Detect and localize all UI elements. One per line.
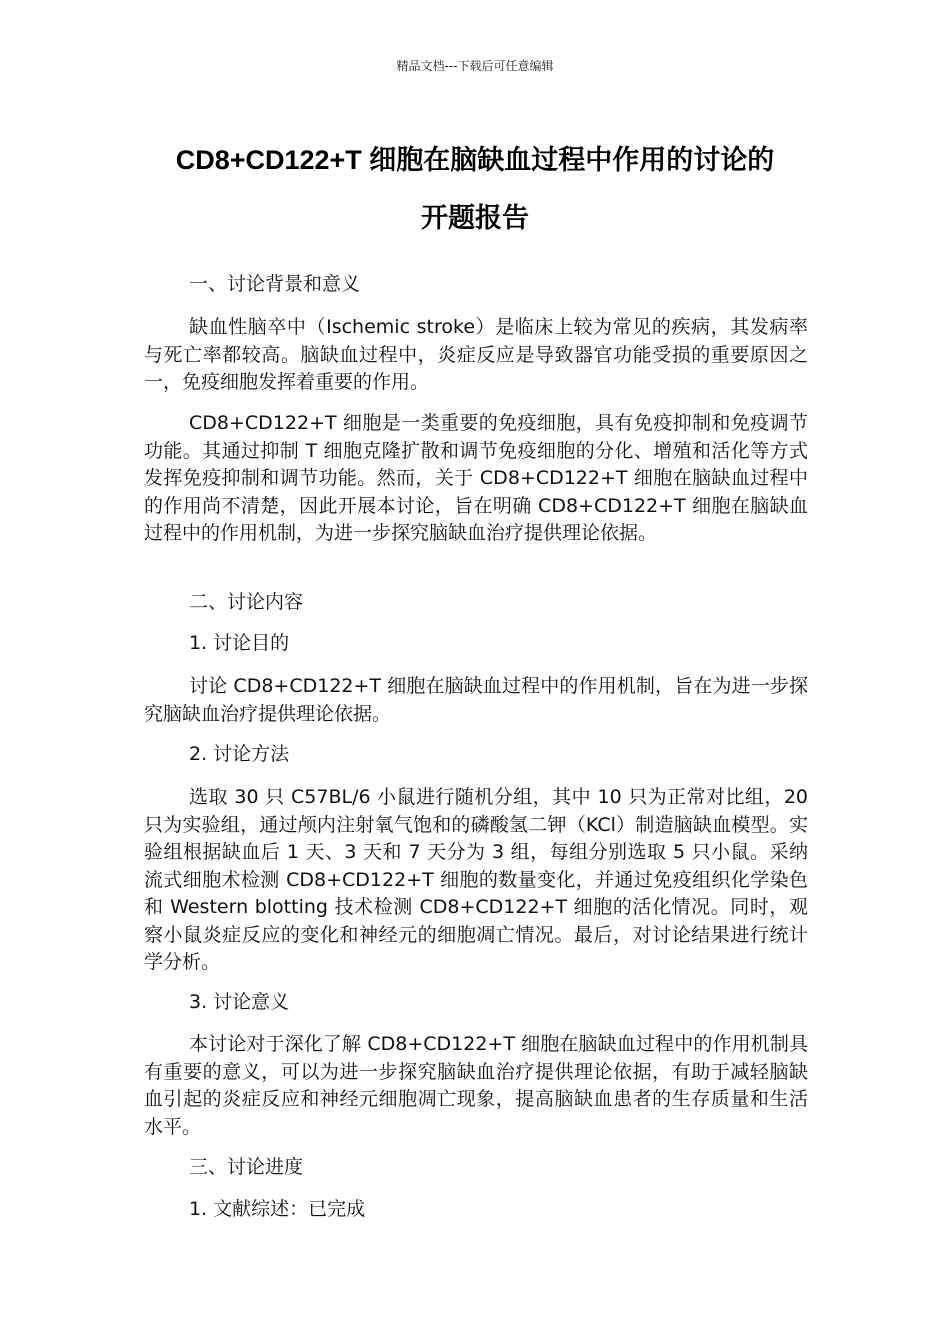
document-title-line-2: 开题报告 xyxy=(421,203,529,233)
section-1-heading: 一、讨论背景和意义 xyxy=(189,273,361,295)
section-2-2-paragraph: 选取 30 只 C57BL/6 小鼠进行随机分组，其中 10 只为正常对比组，20 只为实验组，通过颅内注射氧气饱和的磷酸氢二钾（KCl）制造脑缺血模型。实验组根据缺血后 1 天、3 天和 7 天分为 3 组，每组分别选取 5 只小鼠。采纳流式细胞术检测 CD8+CD122+T 细胞的数量变化，并通过免疫组织化学染色和 Western blotting 技术检测 CD8+CD122+T 细胞的活化情况。同时，观察小鼠炎症反应的变化和神经元的细胞凋亡情况。最后，对讨论结果进行统计学分析。 xyxy=(144,786,808,973)
section-2-3-paragraph: 本讨论对于深化了解 CD8+CD122+T 细胞在脑缺血过程中的作用机制具有重要的意义，可以为进一步探究脑缺血治疗提供理论依据，有助于减轻脑缺血引起的炎症反应和神经元细胞凋亡现象，提高脑缺血患者的生存质量和生活水平。 xyxy=(144,1033,808,1138)
section-3-item-1: 1. 文献综述：已完成 xyxy=(189,1198,366,1220)
section-1-paragraph-2: CD8+CD122+T 细胞是一类重要的免疫细胞，具有免疫抑制和免疫调节功能。其通过抑制 T 细胞克隆扩散和调节免疫细胞的分化、增殖和活化等方式发挥免疫抑制和调节功能。然而，关于 CD8+CD122+T 细胞在脑缺血过程中的作用尚不清楚，因此开展本讨论，旨在明确 CD8+CD122+T 细胞在脑缺血过程中的作用机制，为进一步探究脑缺血治疗提供理论依据。 xyxy=(144,412,808,544)
section-2-1-paragraph: 讨论 CD8+CD122+T 细胞在脑缺血过程中的作用机制，旨在为进一步探究脑缺血治疗提供理论依据。 xyxy=(144,675,808,725)
section-3-heading: 三、讨论进度 xyxy=(189,1156,304,1178)
section-2-1-heading: 1. 讨论目的 xyxy=(189,632,290,654)
section-2-3-heading: 3. 讨论意义 xyxy=(189,991,290,1013)
section-2-heading: 二、讨论内容 xyxy=(189,591,304,613)
section-2-2-heading: 2. 讨论方法 xyxy=(189,743,290,765)
document-title-line-1: CD8+CD122+T 细胞在脑缺血过程中作用的讨论的 xyxy=(175,145,775,175)
section-1-paragraph-1: 缺血性脑卒中（Ischemic stroke）是临床上较为常见的疾病，其发病率与死亡率都较高。脑缺血过程中，炎症反应是导致器官功能受损的重要原因之一，免疫细胞发挥着重要的作用。 xyxy=(144,316,808,393)
page-header-note: 精品文档---下载后可任意编辑 xyxy=(396,59,554,73)
